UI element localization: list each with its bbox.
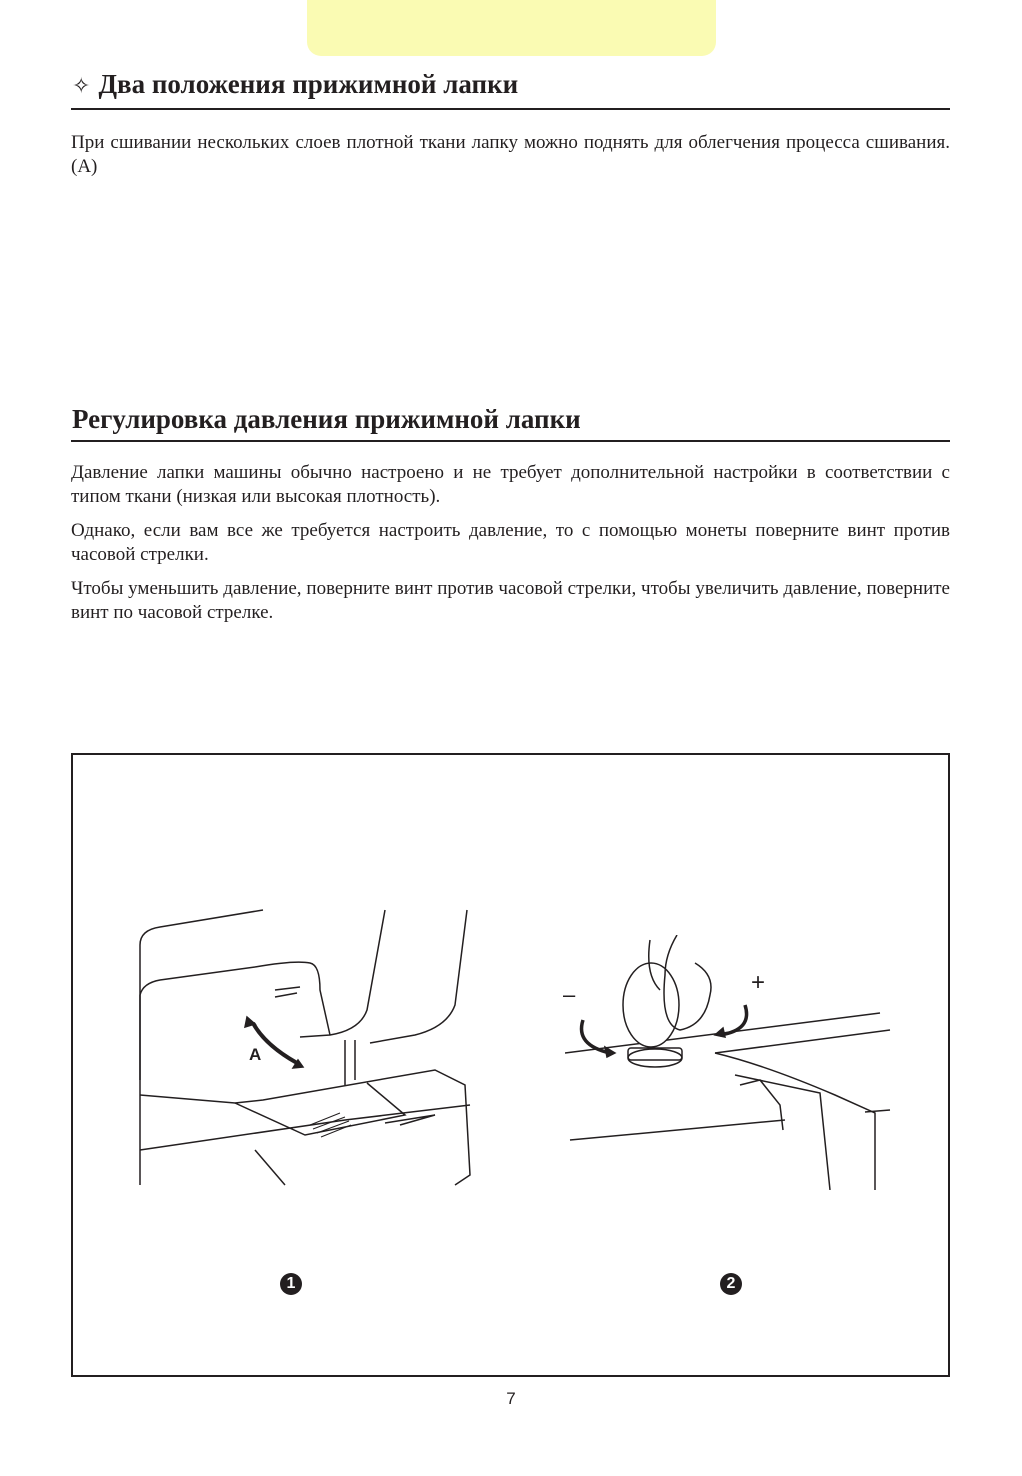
divider [71, 108, 950, 110]
paragraph: При сшивании нескольких слоев плотной ткани лапку можно поднять для облегчения процесса сшивания. (A) [71, 132, 950, 177]
paragraph: Чтобы уменьшить давление, поверните винт против часовой стрелки, чтобы увеличить давление, поверните винт по часовой стрелке. [71, 578, 950, 623]
step-2-badge: 2 [720, 1273, 742, 1295]
header-tab [307, 0, 716, 56]
section-title-presser-foot-positions [72, 68, 518, 102]
section-title-pressure-adjust: Регулировка давления прижимной лапки [72, 404, 581, 434]
minus-label: – [563, 982, 576, 1007]
paragraph: Однако, если вам все же требуется настроить давление, то с помощью монеты поверните винт против часовой стрелки. [71, 520, 950, 565]
sewing-machine-foot-illustration [135, 905, 480, 1190]
label-a: A [249, 1045, 262, 1064]
star-icon: ✧ [72, 73, 91, 98]
divider [71, 440, 950, 442]
title-text: Два положения прижимной лапки [98, 69, 519, 99]
page-number: 7 [506, 1389, 516, 1408]
pressure-screw-illustration [565, 935, 895, 1190]
plus-label: + [751, 969, 766, 996]
paragraph: Давление лапки машины обычно настроено и не требует дополнительной настройки в соответствии с типом ткани (низкая или высокая плотность). [71, 462, 950, 507]
step-1-badge: 1 [280, 1273, 302, 1295]
